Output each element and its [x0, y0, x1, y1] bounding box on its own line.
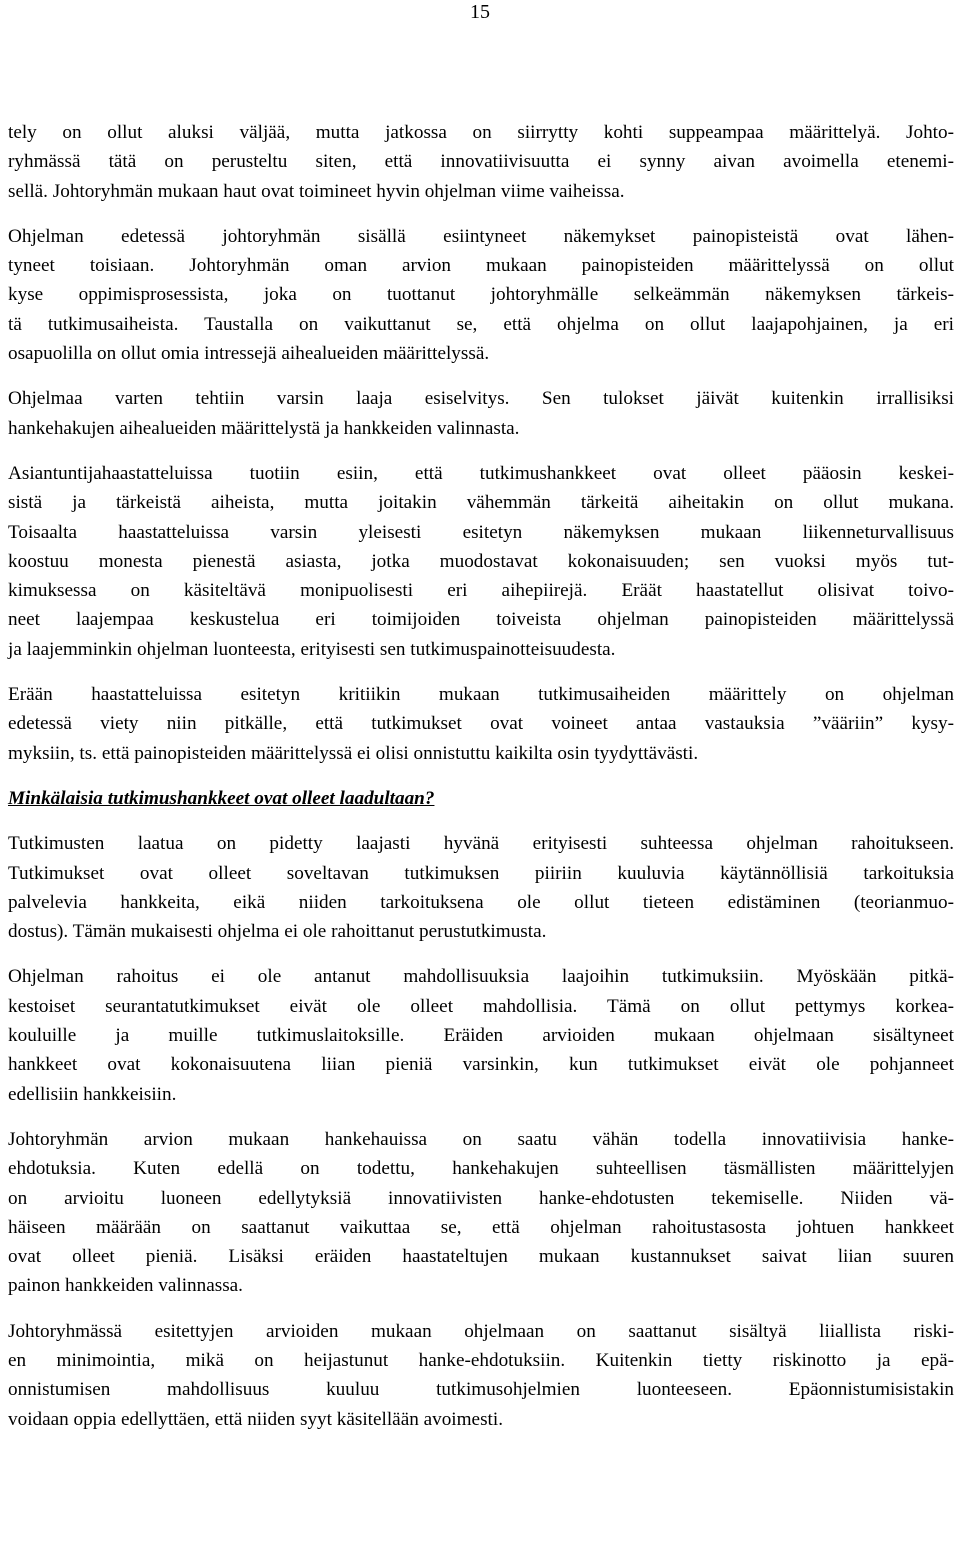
text-line: kimuksessa on käsiteltävä monipuolisesti eri aihepiirejä. Eräät haastatellut olisivat toivo- — [8, 580, 954, 602]
text-line: kouluille ja muille tutkimuslaitoksille. Eräiden arvioiden mukaan ohjelmaan sisältyneet — [8, 1025, 954, 1047]
paragraph — [8, 459, 954, 664]
text-line: osapuolilla on ollut omia intressejä aihealueiden määrittelyssä. — [8, 343, 490, 365]
text-line: Ohjelman edetessä johtoryhmän sisällä esiintyneet näkemykset painopisteistä ovat lähen- — [8, 225, 954, 247]
text-line: Ohjelman rahoitus ei ole antanut mahdollisuuksia laajoihin tutkimuksiin. Myöskään pitkä- — [8, 966, 954, 988]
text-line: Tutkimukset ovat olleet soveltavan tutkimuksen piiriin kuuluvia käytännöllisiä tarkoituksia — [8, 862, 954, 884]
text-line: sellä. Johtoryhmän mukaan haut ovat toimineet hyvin ohjelman viime vaiheissa. — [8, 180, 625, 202]
text-line: painon hankkeiden valinnassa. — [8, 1275, 243, 1297]
paragraph — [8, 962, 954, 1108]
paragraph-group-1 — [8, 118, 954, 768]
text-line: edellisiin hankkeisiin. — [8, 1083, 177, 1105]
text-line: sistä ja tärkeistä aiheista, mutta joitakin vähemmän tärkeitä aiheitakin on ollut mukana. — [8, 492, 954, 514]
text-line: Ohjelmaa varten tehtiin varsin laaja esiselvitys. Sen tulokset jäivät kuitenkin irrallisiksi — [8, 388, 954, 410]
document-body — [8, 118, 954, 1450]
paragraph — [8, 1125, 954, 1301]
text-line: ovat olleet pieniä. Lisäksi eräiden haastateltujen mukaan kustannukset saivat liian suuren — [8, 1246, 954, 1268]
text-line: Johtoryhmässä esitettyjen arvioiden mukaan ohjelmaan on saattanut sisältyä liiallista riski- — [8, 1320, 954, 1342]
paragraph — [8, 118, 954, 206]
text-line: dostus). Tämän mukaisesti ohjelma ei ole rahoittanut perustutkimusta. — [8, 921, 547, 943]
paragraph — [8, 680, 954, 768]
text-line: edetessä viety niin pitkälle, että tutkimukset ovat voineet antaa vastauksia ”vääriin” kysy- — [8, 713, 954, 735]
page-number: 15 — [470, 1, 490, 23]
paragraph — [8, 829, 954, 946]
text-line: ehdotuksia. Kuten edellä on todettu, hankehakujen suhteellisen täsmällisten määrittelyjen — [8, 1158, 954, 1180]
text-line: hankkeet ovat kokonaisuutena liian pieniä varsinkin, kun tutkimukset eivät ole pohjanneet — [8, 1054, 954, 1076]
paragraph — [8, 222, 954, 368]
text-line: ja laajemminkin ohjelman luonteesta, erityisesti sen tutkimuspainotteisuudesta. — [8, 638, 616, 660]
text-line: tyneet toisiaan. Johtoryhmän oman arvion mukaan painopisteiden määrittelyssä on ollut — [8, 255, 954, 277]
text-line: Tutkimusten laatua on pidetty laajasti hyvänä erityisesti suhteessa ohjelman rahoitukseen. — [8, 833, 954, 855]
text-line: kyse oppimisprosessista, joka on tuottanut johtoryhmälle selkeämmän näkemyksen tärkeis- — [8, 284, 954, 306]
text-line: häiseen määrään on saattanut vaikuttaa se, että ohjelman rahoitustasosta johtuen hankkeet — [8, 1216, 954, 1238]
paragraph — [8, 1317, 954, 1434]
section-heading: Minkälaisia tutkimushankkeet ovat olleet laadultaan? — [8, 787, 435, 809]
text-line: onnistumisen mahdollisuus kuuluu tutkimusohjelmien luonteeseen. Epäonnistumisistakin — [8, 1379, 954, 1401]
text-line: on arvioitu luoneen edellytyksiä innovatiivisten hanke-ehdotusten tekemiselle. Niiden vä- — [8, 1187, 954, 1209]
text-line: voidaan oppia edellyttäen, että niiden syyt käsitellään avoimesti. — [8, 1408, 503, 1430]
text-line: en minimointia, mikä on heijastunut hanke-ehdotuksiin. Kuitenkin tietty riskinotto ja epä- — [8, 1349, 954, 1371]
paragraph-group-2 — [8, 829, 954, 1434]
text-line: neet laajempaa keskustelua eri toimijoiden toiveista ohjelman painopisteiden määrittelyssä — [8, 609, 954, 631]
text-line: Toisaalta haastatteluissa varsin yleisesti esitetyn näkemyksen mukaan liikenneturvallisuus — [8, 521, 954, 543]
text-line: Johtoryhmän arvion mukaan hankehauissa on saatu vähän todella innovatiivisia hanke- — [8, 1128, 954, 1150]
text-line: koostuu monesta pienestä asiasta, jotka muodostavat kokonaisuuden; sen vuoksi myös tut- — [8, 550, 954, 572]
text-line: palvelevia hankkeita, eikä niiden tarkoituksena ole ollut tieteen edistäminen (teorianmuo- — [8, 891, 954, 913]
text-line: tä tutkimusaiheista. Taustalla on vaikuttanut se, että ohjelma on ollut laajapohjainen, ja eri — [8, 313, 954, 335]
text-line: Asiantuntijahaastatteluissa tuotiin esiin, että tutkimushankkeet ovat olleet pääosin keskei- — [8, 462, 954, 484]
text-line: myksiin, ts. että painopisteiden määrittelyssä ei olisi onnistuttu kaikilta osin tyydyttävästi. — [8, 742, 699, 764]
text-line: hankehakujen aihealueiden määrittelystä ja hankkeiden valinnasta. — [8, 417, 520, 439]
text-line: ryhmässä tätä on perusteltu siten, että innovatiivisuutta ei synny aivan avoimella etenemi- — [8, 151, 954, 173]
paragraph — [8, 384, 954, 443]
text-line: kestoiset seurantatutkimukset eivät ole olleet mahdollisia. Tämä on ollut pettymys korkea- — [8, 995, 954, 1017]
text-line: tely on ollut aluksi väljää, mutta jatkossa on siirrytty kohti suppeampaa määrittelyä. Johto- — [8, 122, 954, 143]
text-line: Erään haastatteluissa esitetyn kritiikin mukaan tutkimusaiheiden määrittely on ohjelman — [8, 684, 954, 706]
